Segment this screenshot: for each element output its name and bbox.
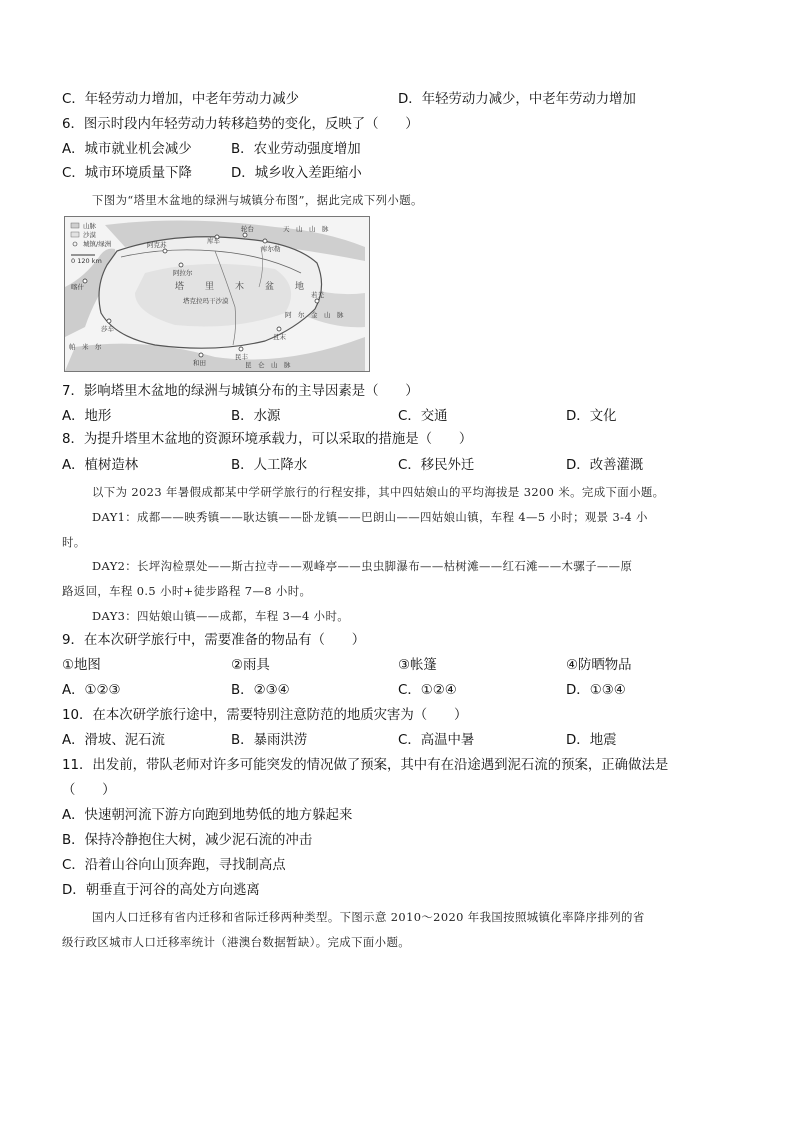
tarim-intro: 下图为“塔里木盆地的绿洲与城镇分布图”，据此完成下列小题。 <box>92 193 423 207</box>
city-shache: 莎车 <box>101 325 114 333</box>
legend-item-2: 沙漠 <box>83 231 96 239</box>
basin-char-5: 地 <box>295 282 311 292</box>
map-scale: 0 120 km <box>71 257 102 265</box>
basin-char-3: 木 <box>235 282 251 292</box>
day3-line: DAY3：四姑娘山镇——成都，车程 3—4 小时。 <box>92 609 350 623</box>
q8-stem: 8．为提升塔里木盆地的资源环境承载力，可以采取的措施是（ ） <box>62 432 473 447</box>
q6-option-b: B．农业劳动强度增加 <box>231 142 361 157</box>
city-luntai: 轮台 <box>241 225 254 233</box>
q11-option-d: D．朝垂直于河谷的高处方向逃离 <box>62 883 260 898</box>
day1-line1: DAY1：成都——映秀镇——耿达镇——卧龙镇——巴朗山——四姑娘山镇，车程 4—5 小时；观景 3-4 小 <box>92 510 648 524</box>
tarim-oasis-map <box>64 216 370 372</box>
day2-line2: 路返回，车程 0.5 小时+徒步路程 7—8 小时。 <box>62 584 312 598</box>
migration-intro-line1: 国内人口迁移有省内迁移和省际迁移两种类型。下图示意 2010～2020 年我国按照城镇化率降序排列的省 <box>92 910 645 924</box>
basin-char-4: 盆 <box>265 282 281 292</box>
city-kashgar: 喀什 <box>71 283 84 291</box>
q9-option-c: C．①②④ <box>398 683 457 698</box>
q10-option-d: D．地震 <box>566 733 617 748</box>
q9-item-4: ④防晒物品 <box>566 658 632 673</box>
city-ruoqiang: 若羌 <box>311 291 324 299</box>
q6-option-d: D．城乡收入差距缩小 <box>231 166 362 181</box>
q7-option-c: C．交通 <box>398 409 448 424</box>
q9-stem: 9．在本次研学旅行中，需要准备的物品有（ ） <box>62 633 366 648</box>
q9-item-1: ①地图 <box>62 658 101 673</box>
q7-option-d: D．文化 <box>566 409 617 424</box>
day2-line1: DAY2：长坪沟检票处——斯古拉寺——观峰亭——虫虫脚瀑布——枯树滩——红石滩——木骡子——原 <box>92 559 633 573</box>
mountain-west: 帕 米 尔 <box>69 343 102 351</box>
q10-option-a: A．滑坡、泥石流 <box>62 733 165 748</box>
q8-option-b: B．人工降水 <box>231 458 308 473</box>
q7-option-b: B．水源 <box>231 409 281 424</box>
mountain-altun: 阿 尔 金 山 脉 <box>285 311 344 319</box>
mountain-tianshan: 天 山 山 脉 <box>283 225 329 233</box>
city-korla: 库尔勒 <box>261 245 281 253</box>
q10-stem: 10．在本次研学旅行途中，需要特别注意防范的地质灾害为（ ） <box>62 708 468 723</box>
q8-option-d: D．改善灌溉 <box>566 458 644 473</box>
q11-stem-line2: （ ） <box>62 783 116 798</box>
q10-option-b: B．暴雨洪涝 <box>231 733 308 748</box>
q5-option-d: D．年轻劳动力减少，中老年劳动力增加 <box>398 92 636 107</box>
q7-stem: 7．影响塔里木盆地的绿洲与城镇分布的主导因素是（ ） <box>62 384 419 399</box>
city-aksu: 阿克苏 <box>147 241 167 249</box>
q9-item-2: ②雨具 <box>231 658 270 673</box>
q9-item-3: ③帐篷 <box>398 658 437 673</box>
q8-option-c: C．移民外迁 <box>398 458 475 473</box>
q11-option-c: C．沿着山谷向山顶奔跑，寻找制高点 <box>62 858 286 873</box>
q6-option-a: A．城市就业机会减少 <box>62 142 192 157</box>
q11-option-a: A．快速朝河流下游方向跑到地势低的地方躲起来 <box>62 808 353 823</box>
trip-intro: 以下为 2023 年暑假成都某中学研学旅行的行程安排，其中四姑娘山的平均海拔是 3200 米。完成下面小题。 <box>92 485 665 499</box>
q8-option-a: A．植树造林 <box>62 458 139 473</box>
city-minfeng: 民丰 <box>235 353 248 361</box>
day1-line2: 时。 <box>62 535 86 549</box>
desert-label: 塔克拉玛干沙漠 <box>183 297 229 305</box>
legend-item-1: 山脉 <box>83 222 96 230</box>
mountain-kunlun: 昆 仑 山 脉 <box>245 361 291 369</box>
migration-intro-line2: 级行政区城市人口迁移率统计（港澳台数据暂缺）。完成下面小题。 <box>62 935 411 949</box>
q5-option-c: C．年轻劳动力增加，中老年劳动力减少 <box>62 92 299 107</box>
city-kuche: 库车 <box>207 237 220 245</box>
q11-stem-line1: 11．出发前，带队老师对许多可能突发的情况做了预案，其中有在沿途遇到泥石流的预案，正确做法是 <box>62 758 669 773</box>
city-qiemo: 且末 <box>273 333 286 341</box>
basin-char-1: 塔 <box>175 282 191 292</box>
q6-stem: 6．图示时段内年轻劳动力转移趋势的变化，反映了（ ） <box>62 117 419 132</box>
q11-option-b: B．保持冷静抱住大树，减少泥石流的冲击 <box>62 833 313 848</box>
q9-option-b: B．②③④ <box>231 683 290 698</box>
q9-option-a: A．①②③ <box>62 683 121 698</box>
legend-item-3: 城镇/绿洲 <box>83 240 112 248</box>
q9-option-d: D．①③④ <box>566 683 626 698</box>
q7-option-a: A．地形 <box>62 409 112 424</box>
city-hotan: 和田 <box>193 359 206 367</box>
city-alar: 阿拉尔 <box>173 269 193 277</box>
q6-option-c: C．城市环境质量下降 <box>62 166 192 181</box>
basin-char-2: 里 <box>205 282 221 292</box>
q10-option-c: C．高温中暑 <box>398 733 475 748</box>
